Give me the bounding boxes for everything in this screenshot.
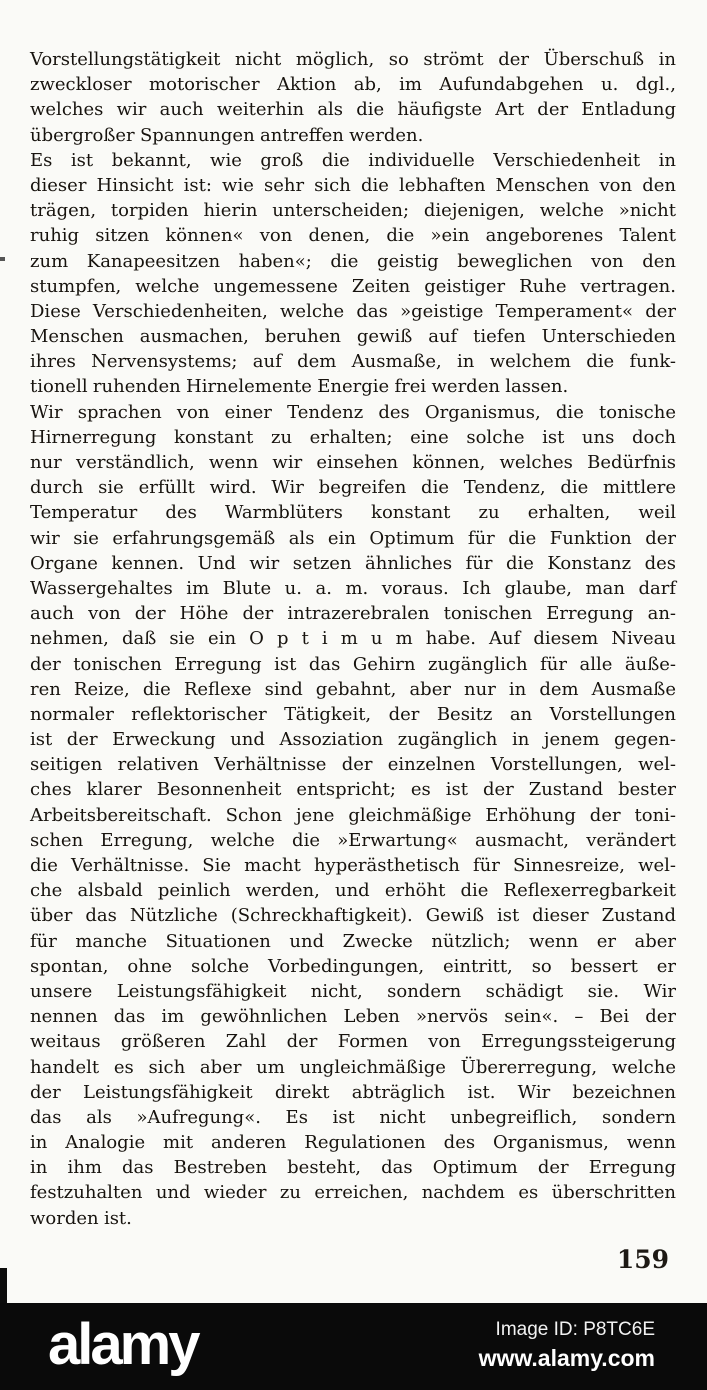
text-line: dieser Hinsicht ist: wie sehr sich die lebhaften Menschen von den [30, 174, 676, 196]
text-line: ihres Nervensystems; auf dem Ausmaße, in welchem die funk- [30, 351, 676, 373]
text-line: in Analogie mit anderen Regulationen des Organismus, wenn [30, 1132, 676, 1154]
body-text [30, 47, 676, 1231]
text-line: ruhig sitzen können« von denen, die »ein angeborenes Talent [30, 225, 676, 247]
text-line: Diese Verschiedenheiten, welche das »geistige Temperament« der [30, 300, 676, 322]
text-line: tionell ruhenden Hirnelemente Energie frei werden lassen. [30, 376, 569, 398]
text-line: ren Reize, die Reflexe sind gebahnt, aber nur in dem Ausmaße [30, 678, 676, 700]
text-line: das als »Aufregung«. Es ist nicht unbegreiflich, sondern [30, 1106, 676, 1128]
alamy-url: www.alamy.com [478, 1345, 655, 1371]
text-line: nur verständlich, wenn wir einsehen können, welches Bedürfnis [30, 452, 676, 473]
text-line: Vorstellungstätigkeit nicht möglich, so strömt der Überschuß in [30, 49, 676, 70]
text-line: nennen das im gewöhnlichen Leben »nervös sein«. – Bei der [30, 1006, 676, 1028]
text-line: Hirnerregung konstant zu erhalten; eine solche ist uns doch [30, 426, 676, 448]
text-line: der Leistungsfähigkeit direkt abträglich ist. Wir bezeichnen [30, 1081, 676, 1103]
text-line: ches klarer Besonnenheit entspricht; es ist der Zustand bester [30, 779, 676, 801]
text-line: Temperatur des Warmblüters konstant zu erhalten, weil [30, 502, 676, 524]
scan-artifact-mark [0, 1268, 7, 1303]
text-line: normaler reflektorischer Tätigkeit, der Besitz an Vorstellungen [30, 703, 676, 725]
text-line: festzuhalten und wieder zu erreichen, nachdem es überschritten [30, 1182, 676, 1204]
text-line: spontan, ohne solche Vorbedingungen, eintritt, so bessert er [30, 955, 676, 977]
watermark-info [479, 1317, 655, 1373]
text-line: Es ist bekannt, wie groß die individuelle Verschiedenheit in [30, 149, 676, 171]
scan-artifact-mark [0, 257, 5, 261]
text-line: für manche Situationen und Zwecke nützlich; wenn er aber [30, 930, 676, 952]
text-line: worden ist. [30, 1207, 132, 1229]
text-line: der tonischen Erregung ist das Gehirn zugänglich für alle äuße- [30, 653, 676, 675]
text-line: ist der Erweckung und Assoziation zugänglich in jenem gegen- [30, 729, 676, 751]
text-line: die Verhältnisse. Sie macht hyperästhetisch für Sinnesreize, wel- [30, 855, 676, 876]
page-number: 159 [616, 1245, 669, 1274]
text-line: durch sie erfüllt wird. Wir begreifen die Tendenz, die mittlere [30, 477, 676, 499]
text-line: zum Kanapeesitzen haben«; die geistig beweglichen von den [30, 250, 676, 272]
text-line: weitaus größeren Zahl der Formen von Erregungssteigerung [30, 1031, 676, 1053]
text-line: stumpfen, welche ungemessene Zeiten geistiger Ruhe vertragen. [30, 275, 676, 297]
text-line: handelt es sich aber um ungleichmäßige Übererregung, welche [30, 1056, 676, 1078]
text-line: unsere Leistungsfähigkeit nicht, sondern schädigt sie. Wir [30, 980, 676, 1002]
alamy-logo: alamy [48, 1312, 198, 1377]
text-line: nehmen, daß sie ein O p t i m u m habe. Auf diesem Niveau [30, 628, 676, 650]
text-line: trägen, torpiden hierin unterscheiden; diejenigen, welche »nicht [30, 200, 676, 222]
text-line: Wir sprachen von einer Tendenz des Organismus, die tonische [30, 401, 676, 423]
text-line: übergroßer Spannungen antreffen werden. [30, 124, 424, 146]
text-line: che alsbald peinlich werden, und erhöht die Reflexerregbarkeit [30, 880, 676, 902]
text-line: in ihm das Bestreben besteht, das Optimum der Erregung [30, 1157, 676, 1179]
text-line: welches wir auch weiterhin als die häufigste Art der Entladung [30, 99, 676, 121]
text-line: seitigen relativen Verhältnisse der einzelnen Vorstellungen, wel- [30, 754, 676, 776]
text-line: Wassergehaltes im Blute u. a. m. voraus. Ich glaube, man darf [30, 577, 676, 599]
text-line: schen Erregung, welche die »Erwartung« ausmacht, verändert [30, 829, 676, 851]
text-line: wir sie erfahrungsgemäß als ein Optimum für die Funktion der [30, 527, 676, 549]
text-line: zweckloser motorischer Aktion ab, im Aufundabgehen u. dgl., [30, 74, 676, 96]
image-id-label: Image ID: P8TC6E [495, 1319, 655, 1340]
text-line: Arbeitsbereitschaft. Schon jene gleichmäßige Erhöhung der toni- [30, 804, 676, 826]
text-line: Menschen ausmachen, beruhen gewiß auf tiefen Unterschieden [30, 326, 676, 348]
text-line: über das Nützliche (Schreckhaftigkeit). Gewiß ist dieser Zustand [30, 905, 676, 927]
text-line: Organe kennen. Und wir setzen ähnliches für die Konstanz des [30, 552, 676, 574]
watermark-bar [0, 1303, 707, 1390]
text-line: auch von der Höhe der intrazerebralen tonischen Erregung an- [30, 603, 676, 625]
